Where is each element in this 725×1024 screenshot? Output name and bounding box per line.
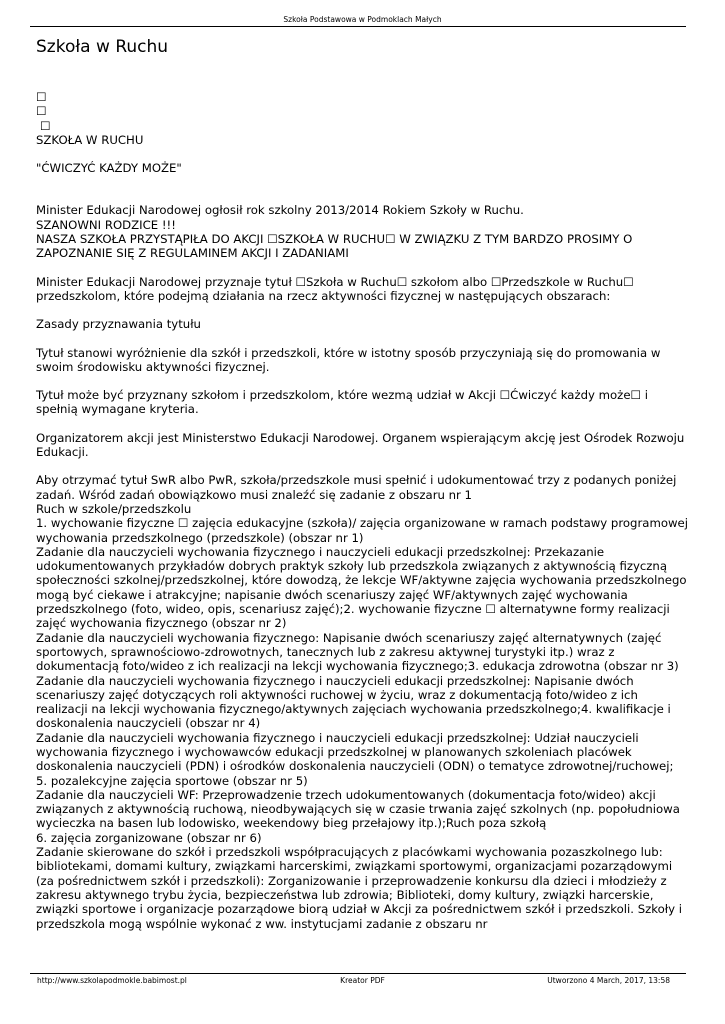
paragraph-requirements: Aby otrzymać tytuł SwR albo PwR, szkoła/przedszkole musi spełnić i udokumentować trzy z podanych poniżej zadań. Wśród zadań obowiązkowo musi znaleźć się zadanie z obszaru nr 1 (36, 473, 677, 502)
footer-created: Utworzono 4 March, 2017, 13:58 (547, 976, 670, 985)
intro-line-3: NASZA SZKOŁA PRZYSTĄPIŁA DO AKCJI ☐SZKOŁA W RUCHU☐ W ZWIĄZKU Z TYM BARDZO PROSIMY O ZAPOZNANIE SIĘ Z REGULAMINEM AKCJI I ZADANIAMI (36, 232, 633, 261)
area-1: 1. wychowanie fizyczne ☐ zajęcia edukacyjne (szkoła)/ zajęcia organizowane w ramach podstawy programowej wychowania przedszkolnego (przedszkole) (obszar nr 1) (36, 516, 688, 545)
intro-line-2: SZANOWNI RODZICE !!! (36, 217, 176, 232)
intro-line-1: Minister Edukacji Narodowej ogłosił rok szkolny 2013/2014 Rokiem Szkoły w Ruchu. (36, 203, 524, 218)
placeholder-symbol-2: ☐ (36, 104, 47, 119)
heading-szkola-w-ruchu: SZKOŁA W RUCHU (36, 132, 144, 147)
placeholder-symbol-1: ☐ (36, 90, 47, 104)
footer-divider (30, 973, 686, 974)
task-area-4: Zadanie dla nauczycieli wychowania fizycznego i nauczycieli edukacji przedszkolnej: Udział nauczycieli wychowania fizycznego i wychowawców edukacji przedszkolnej w planowanych szkoleniach placówek doskonalenia nauczycieli (PDN) i ośrodków doskonalenia nauczycieli (ODN) o tematyce zdrowotnej/ruchowej; 5. pozalekcyjne zajęcia sportowe (obszar nr 5) (36, 730, 674, 788)
header-divider (30, 26, 686, 27)
section-ruch-w-szkole: Ruch w szkole/przedszkolu (36, 501, 192, 516)
page-header: Szkoła Podstawowa w Podmoklach Małych (283, 15, 442, 24)
paragraph-tytul-1: Tytuł stanowi wyróżnienie dla szkół i przedszkoli, które w istotny sposób przyczyniają się do promowania w swoim środowisku aktywności fizycznej. (36, 345, 661, 374)
paragraph-tytul-2: Tytuł może być przyznany szkołom i przedszkolom, które wezmą udział w Akcji ☐Ćwiczyć każdy może☐ i spełnią wymagane kryteria. (36, 388, 648, 417)
paragraph-minister: Minister Edukacji Narodowej przyznaje tytuł ☐Szkoła w Ruchu☐ szkołom albo ☐Przedszkole w Ruchu☐ przedszkolom, które podejmą działania na rzecz aktywności fizycznej w następujących obszarach: (36, 274, 634, 303)
task-area-6: Zadanie skierowane do szkół i przedszkoli współpracujących z placówkami wychowania pozaszkolnego lub: bibliotekami, domami kultury, związkami harcerskimi, związkami sportowymi, organizacjami pozarządowymi (za pośrednictwem szkół i przedszkoli): Zorganizowanie i przeprowadzenie konkursu dla dzieci i młodzieży z zakresu aktywnego trybu życia, bezpieczeństwa lub zdrowia; Biblioteki, domy kultury, związki harcerskie, związki sportowe i organizacje pozarządowe biorą udział w Akcji za pośrednictwem szkół i przedszkoli. Szkoły i przedszkola mogą wspólnie wykonać z ww. instytucjami zadanie z obszaru nr (36, 845, 682, 931)
area-6: 6. zajęcia zorganizowane (obszar nr 6) (36, 830, 262, 845)
article-body (36, 90, 688, 931)
task-area-3: Zadanie dla nauczycieli wychowania fizycznego i nauczycieli edukacji przedszkolnej: Napisanie dwóch scenariuszy zajęć dotyczących roli aktywności ruchowej w życiu, wraz z dokumentacją foto/wideo z ich realizacji na lekcji wychowania fizycznego/aktywnych zajęciach wychowania przedszkolnego;4. kwalifikacje i doskonalenia nauczycieli (obszar nr 4) (36, 673, 671, 731)
task-area-2: Zadanie dla nauczycieli wychowania fizycznego: Napisanie dwóch scenariuszy zajęć alternatywnych (zajęć sportowych, sprawnościowo-zdrowotnych, tanecznych lub z zakresu aktywnej turystyki itp.) wraz z dokumentacją foto/wideo z ich realizacji na lekcji wychowania fizycznego;3. edukacja zdrowotna (obszar nr 3) (36, 630, 679, 674)
heading-slogan: "ĆWICZYĆ KAŻDY MOŻE" (36, 161, 182, 176)
footer-url: http://www.szkolapodmokle.babimost.pl (37, 976, 187, 985)
task-area-1: Zadanie dla nauczycieli wychowania fizycznego i nauczycieli edukacji przedszkolnej: Przekazanie udokumentowanych przykładów dobrych praktyk szkoły lub przedszkola związanych z aktywnością fizyczną społeczności szkolnej/przedszkolnej, które dowodzą, że lekcje WF/aktywne zajęcia wychowania przedszkolnego mogą być ciekawe i atrakcyjne; napisanie dwóch scenariuszy zajęć WF/aktywnych zajęć wychowania przedszkolnego (foto, wideo, opis, scenariusz zajęć);2. wychowanie fizyczne ☐ alternatywne formy realizacji zajęć wychowania fizycznego (obszar nr 2) (36, 544, 687, 631)
task-area-5: Zadanie dla nauczycieli WF: Przeprowadzenie trzech udokumentowanych (dokumentacja foto/wideo) akcji związanych z aktywnością ruchową, nieodbywających się w czasie trwania zajęć szkolnych (np. popołudniowa wycieczka na basen lub lodowisko, weekendowy bieg przełajowy itp.);Ruch poza szkołą (36, 787, 680, 831)
page-title: Szkoła w Ruchu (36, 37, 169, 57)
paragraph-organizator: Organizatorem akcji jest Ministerstwo Edukacji Narodowej. Organem wspierającym akcję jest Ośrodek Rozwoju Edukacji. (36, 430, 685, 460)
paragraph-zasady: Zasady przyznawania tytułu (36, 317, 201, 332)
footer-generator: Kreator PDF (340, 976, 385, 985)
placeholder-symbol-3: ☐ (40, 118, 51, 133)
